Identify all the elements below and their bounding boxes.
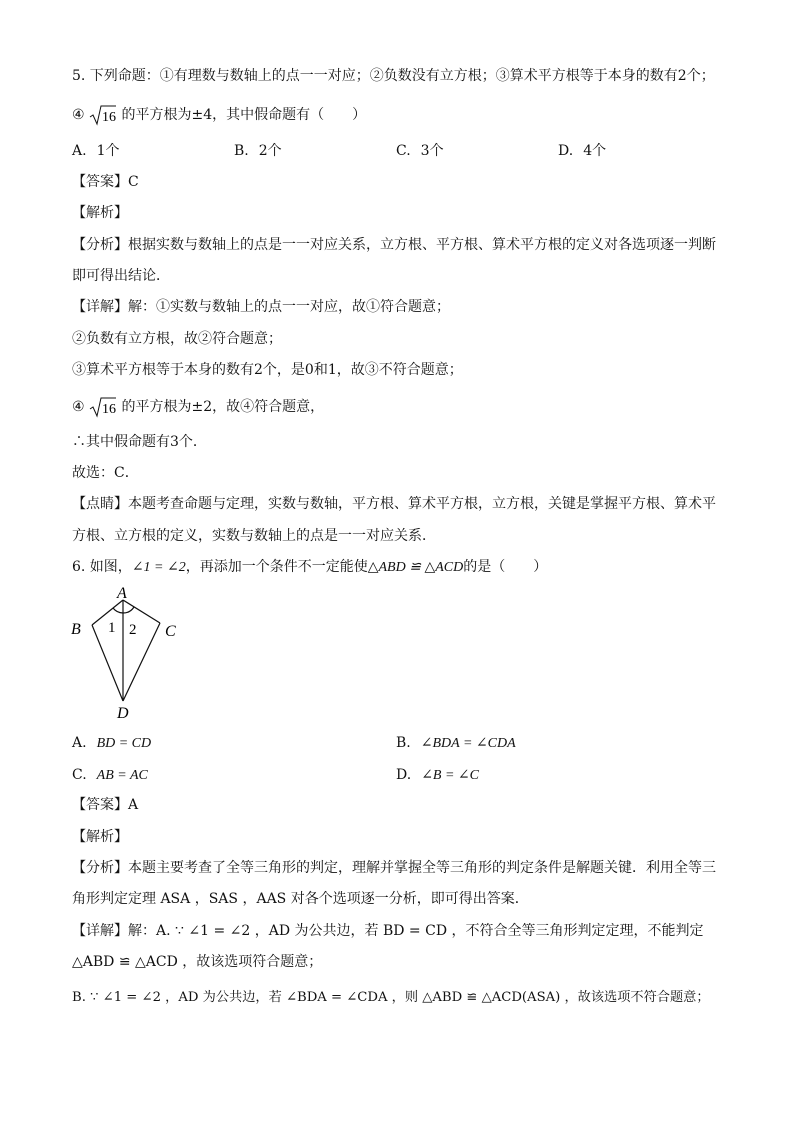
svg-text:16: 16	[102, 402, 117, 417]
q5-option-a: A. 1个	[72, 143, 120, 159]
q5-option-d: D. 4个	[558, 143, 607, 159]
q6-option-d: D. ∠B = ∠C	[396, 767, 479, 783]
q6-option-a: A. BD = CD	[72, 735, 152, 751]
q5-xiangjie-line6: 故选：C．	[72, 465, 139, 481]
q5-xiangjie-line2: ②负数有立方根，故②符合题意；	[72, 331, 282, 347]
q6-xiangjie-line1: 【详解】解：A. ∵ ∠1 = ∠2 ，AD 为公共边，若 BD = CD ，不符合全等三角形判定定理，不能判定	[72, 923, 704, 939]
q5-stem-line2	[72, 104, 366, 126]
angle-2-label: 2	[129, 622, 137, 638]
q6-jiexi-heading: 【解析】	[72, 829, 128, 845]
vertex-c-label: C	[165, 623, 176, 640]
q6-answer: 【答案】A	[72, 797, 139, 813]
q6-fenxi-line1: 【分析】本题主要考查了全等三角形的判定，理解并掌握全等三角形的判定条件是解题关键．利用全等三	[72, 860, 716, 876]
angle-1-arc	[113, 608, 123, 613]
q5-xiangjie-line4: ④ 16 的平方根为±2，故④符合题意，	[72, 396, 324, 418]
q6-kite-figure	[60, 580, 190, 725]
q6-xiangjie-line3: B. ∵ ∠1 = ∠2 ，AD 为公共边，若 ∠BDA = ∠CDA ，则 △ABD ≌ △ACD(ASA) ，故该选项不符合题意；	[72, 990, 710, 1005]
q5-stem-line2-prefix: ④	[72, 107, 85, 123]
segment-bd	[92, 625, 123, 701]
vertex-b-label: B	[71, 621, 81, 638]
q6-xiangjie-line2: △ABD ≌ △ACD ，故该选项符合题意；	[72, 954, 323, 970]
q5-dianjing-line2: 方根、立方根的定义，实数与数轴上的点是一一对应关系．	[72, 528, 436, 544]
q5-fenxi-line1: 【分析】根据实数与数轴上的点是一一对应关系，立方根、平方根、算术平方根的定义对各选项逐一判断	[72, 237, 716, 253]
vertex-d-label: D	[117, 705, 129, 722]
q5-option-c: C. 3个	[396, 143, 444, 159]
q6-option-b: B. ∠BDA = ∠CDA	[396, 735, 516, 751]
q5-answer: 【答案】C	[72, 174, 139, 190]
angle-1-label: 1	[108, 620, 116, 636]
q5-jiexi-heading: 【解析】	[72, 205, 128, 221]
q5-dianjing-line1: 【点睛】本题考查命题与定理，实数与数轴，平方根、算术平方根，立方根，关键是掌握平方根、算术平	[72, 496, 716, 512]
q5-xiangjie-line3: ③算术平方根等于本身的数有2个，是0和1，故③不符合题意；	[72, 362, 463, 378]
angle-2-arc	[123, 607, 134, 613]
q5-xiangjie-line5: ∴其中假命题有3个．	[72, 434, 207, 450]
q6-stem: 6. 如图，∠1 = ∠2，再添加一个条件不一定能使△ABD ≌ △ACD的是（ ）	[72, 559, 548, 575]
q5-stem-line1: 5. 下列命题：①有理数与数轴上的点一一对应；②负数没有立方根；③算术平方根等于本身的数有2个；	[72, 68, 715, 84]
sqrt-sign-icon	[89, 104, 117, 126]
sqrt-sign-icon	[89, 396, 117, 418]
q6-option-c: C. AB = AC	[72, 767, 148, 783]
q5-xiangjie-line1: 【详解】解：①实数与数轴上的点一一对应，故①符合题意；	[72, 299, 450, 315]
q5-sqrt-arg: 16	[102, 110, 117, 125]
q5-option-b: B. 2个	[234, 143, 282, 159]
q6-fenxi-line2: 角形判定定理 ASA ，SAS ，AAS 对各个选项逐一分析，即可得出答案．	[72, 891, 529, 907]
vertex-a-label: A	[117, 585, 127, 602]
q5-stem-line2-suffix: 的平方根为±4，其中假命题有（ ）	[121, 107, 367, 123]
q5-fenxi-line2: 即可得出结论．	[72, 268, 170, 284]
